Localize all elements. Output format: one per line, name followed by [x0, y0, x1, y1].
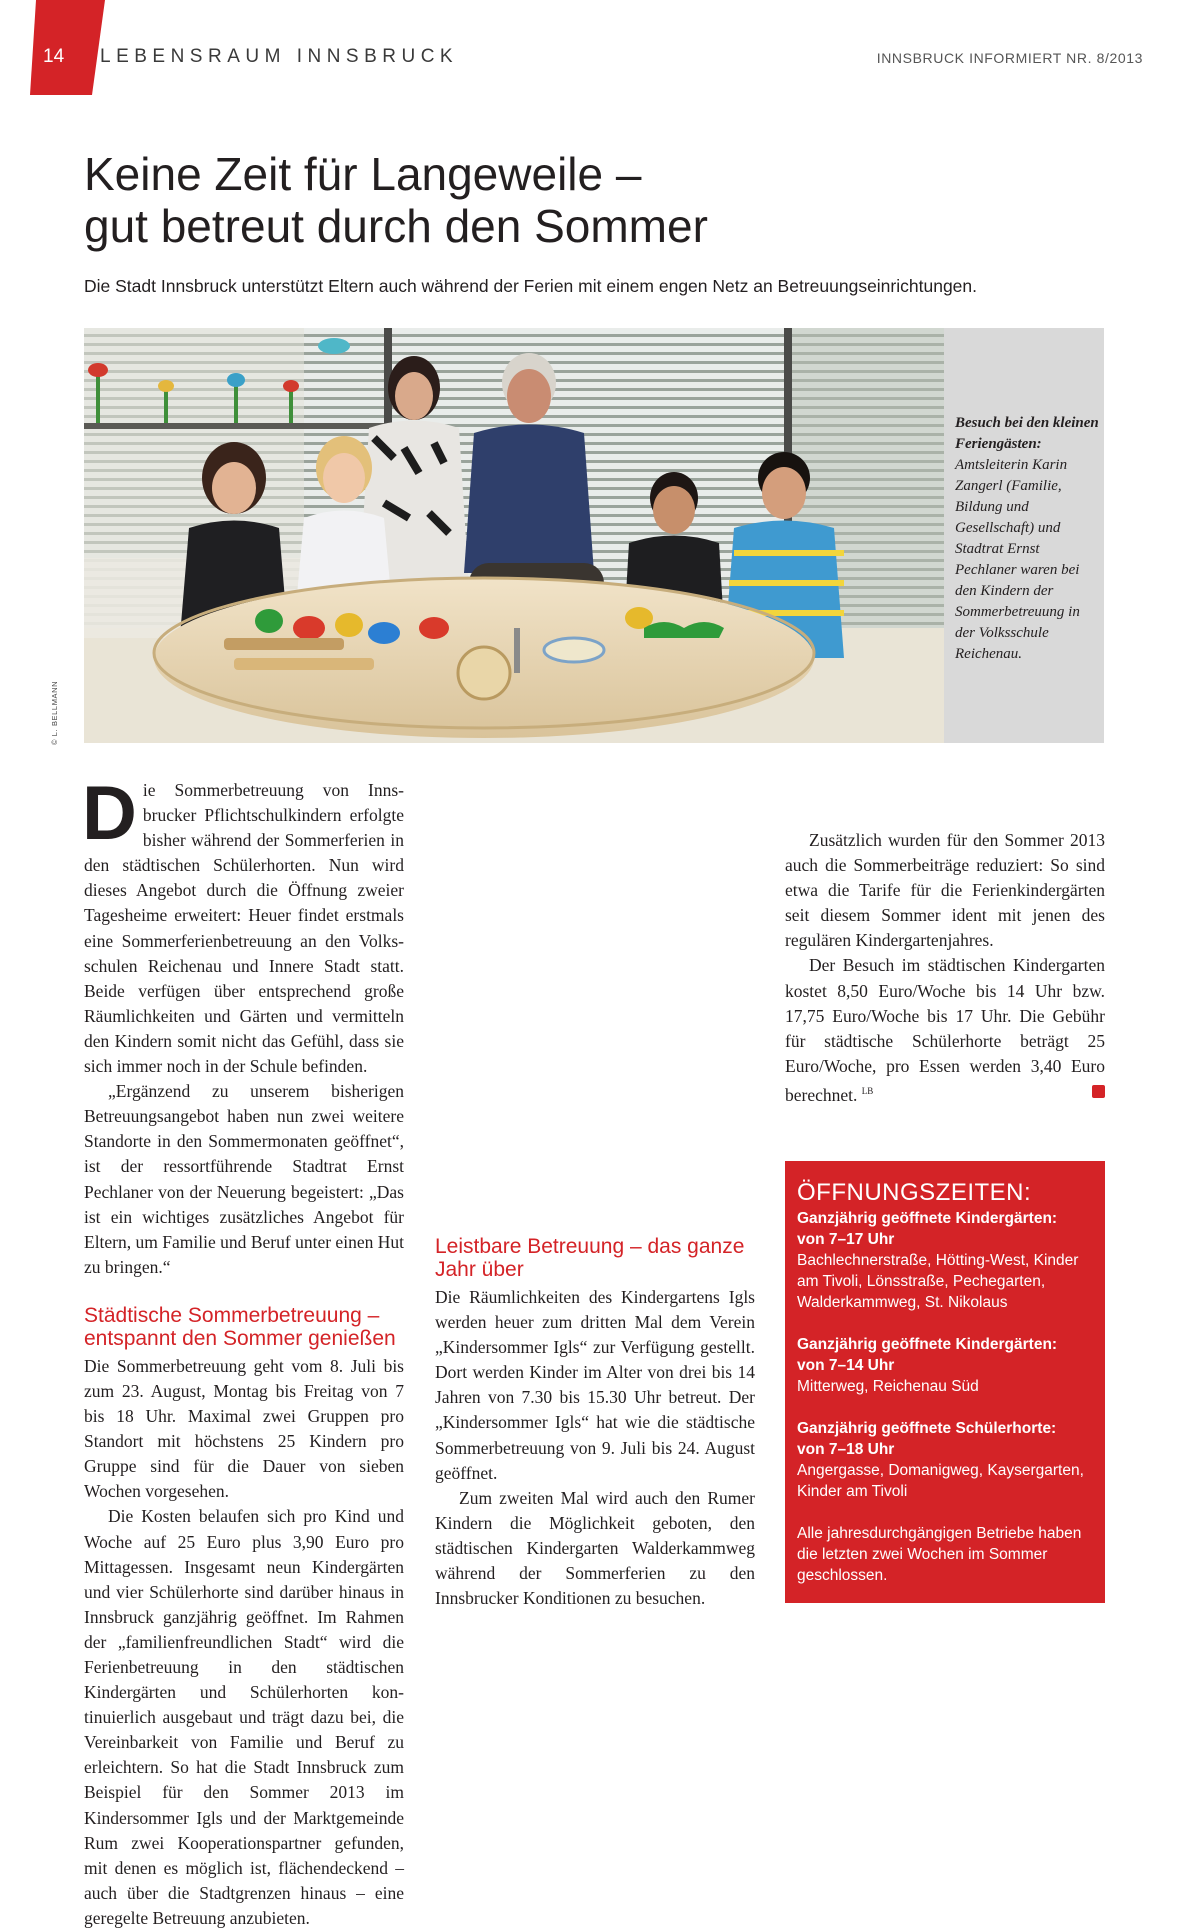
article-column-2: [435, 778, 755, 1611]
caption-lead: Besuch bei den kleinen Feriengästen:: [955, 415, 1099, 452]
drop-cap: D: [82, 771, 137, 856]
page-number: 14: [43, 46, 65, 67]
paragraph-2: „Ergänzend zu unserem bisherigen Betreuungsangebot haben nun zwei weitere Standorte in den Sommermonaten geöffnet“, ist der ressortführende Stadtrat Ernst Pechlaner von der Neuerung begeistert: „Das ist ein wichtiges zusätzliches Angebot für Eltern, um Familie und Beruf unter einen Hut zu bringen.“: [84, 1081, 404, 1277]
paragraph-6: Zum zweiten Mal wird auch den Rumer Kindern die Möglichkeit geboten, den städtischen Kindergarten Walderkammweg während der Sommerferien zu den Innsbrucker Konditionen zu besuchen.: [435, 1487, 755, 1609]
paragraph-3: Die Sommerbetreuung geht vom 8. Juli bis zum 23. August, Montag bis Freitag von 7 bis 18 Uhr. Maximal zwei Gruppen pro Standort mit höchstens 25 Kindern pro Gruppe sind für die Dauer von sieben Wochen vorgesehen.: [84, 1355, 404, 1502]
group-locations: Mitterweg, Reichenau Süd: [797, 1378, 979, 1395]
group-hours: von 7–18 Uhr: [797, 1441, 895, 1458]
group-heading: Ganzjährig geöffnete Kindergärten:: [797, 1336, 1058, 1353]
paragraph-4: Die Kosten belaufen sich pro Kind und Woche auf 25 Euro plus 3,90 Euro pro Mittagessen. Insgesamt neun Kindergärten und vier Schülerhorte sind darüber hinaus in Innsbruck ganzjährig geöffnet. Im Rahmen der „familienfreundlichen Stadt“ wird die Ferienbetreuung in den städtischen Kindergärten und Schülerhorten kontinuierlich ausgebaut und trägt dazu bei, die Vereinbarkeit von Familie und Beruf zu erleichtern. So hat die Stadt Innsbruck zum Beispiel für den Sommer 2013 im Kindersommer Igls und der Marktgemeinde Rum zwei Kooperationspartner gefunden, mit denen es möglich ist, flächendeckend – auch über die Stadtgrenzen hinaus – eine geregelte Betreuung anzubieten.: [84, 1506, 404, 1928]
group-locations: Bachlechnerstraße, Hötting-West, Kinder am Tivoli, Lönsstraße, Pechegarten, Walderkammweg, St. Nikolaus: [797, 1252, 1079, 1311]
end-of-article-mark: [1092, 1085, 1105, 1098]
group-heading: Ganzjährig geöffnete Kindergärten:: [797, 1210, 1058, 1227]
opening-hours-title: ÖFFNUNGSZEITEN:: [797, 1179, 1032, 1206]
opening-hours-group: [797, 1418, 1095, 1502]
article-photo: [84, 328, 944, 743]
section-title: LEBENSRAUM INNSBRUCK: [100, 46, 459, 67]
closure-note: Alle jahresdurchgängigen Betriebe haben die letzten zwei Wochen im Sommer geschlossen.: [797, 1525, 1082, 1584]
subheading-2: Leistbare Betreuung – das ganze Jahr über: [435, 1235, 745, 1281]
paragraph-5: Die Räumlichkeiten des Kindergartens Igls werden heuer zum dritten Mal dem Verein „Kindersommer Igls“ zur Verfügung gestellt. Dort werden Kinder im Alter von drei bis 14 Jahren von 7.30 bis 15.30 Uhr betreut. Der „Kindersommer Igls“ hat wie die städtische Sommerbetreuung von 9. Juli bis 24. August geöffnet.: [435, 1287, 755, 1483]
author-initials: LB: [861, 1085, 874, 1096]
headline-line-1: Keine Zeit für Langeweile –: [84, 148, 642, 200]
issue-label: INNSBRUCK INFORMIERT NR. 8/2013: [876, 50, 1143, 66]
opening-hours-group: [797, 1334, 1095, 1397]
headline-line-2: gut betreut durch den Sommer: [84, 200, 708, 252]
group-hours: von 7–14 Uhr: [797, 1357, 895, 1374]
article-column-3: [785, 778, 1105, 1108]
group-hours: von 7–17 Uhr: [797, 1231, 895, 1248]
opening-hours-group: [797, 1208, 1095, 1313]
article-column-1: [82, 771, 404, 1931]
paragraph-8: Der Besuch im städtischen Kindergarten kostet 8,50 Euro/Woche bis 14 Uhr bzw. 17,75 Euro/Woche bis 17 Uhr. Die Gebühr für städtische Schülerhorte beträgt 25 Euro/Woche, pro Essen werden 3,40 Euro berechnet.: [785, 955, 1105, 1105]
page-title: [84, 148, 1084, 252]
subheading-1: Städtische Sommerbetreuung – entspannt den Sommer genießen: [84, 1303, 396, 1350]
photo-caption-box: [944, 328, 1104, 743]
photo-credit: © L. BELLMANN: [50, 680, 59, 745]
group-locations: Angergasse, Domanigweg, Kaysergarten, Kinder am Tivoli: [797, 1462, 1084, 1500]
paragraph-7: Zusätzlich wurden für den Sommer 2013 auch die Sommerbeiträge reduziert: So sind etwa die Tarife für die Ferienkindergärten seit diesem Sommer ident mit jenen des regulären Kindergartenjahres.: [785, 830, 1105, 951]
group-heading: Ganzjährig geöffnete Schülerhorte:: [797, 1420, 1057, 1437]
paragraph-1: ie Sommerbetreuung von Innsbrucker Pflichtschulkindern erfolgte bisher während der Sommerferien in den städtischen Schülerhorten. Nun wird dieses Angebot durch die Öffnung zweier Tagesheime erweitert: Heuer findet erstmals eine Sommerferienbetreuung an den Volksschulen Reichenau und Innere Stadt statt. Beide verfügen über entsprechend große Räumlichkeiten und Gärten und vermitteln den Kindern somit nicht das Gefühl, dass sie sich immer noch in der Schule befinden.: [84, 780, 404, 1077]
caption-text: Amtsleiterin Karin Zangerl (Familie, Bildung und Gesellschaft) und Stadtrat Ernst Pechlaner waren bei den Kindern der Sommerbetreuung in der Volksschule Reichenau.: [955, 457, 1080, 662]
opening-hours-box: [785, 1161, 1105, 1603]
lead-text: Die Stadt Innsbruck unterstützt Eltern auch während der Ferien mit einem engen Netz an Betreuungseinrichtungen.: [84, 276, 978, 296]
photo-caption: [955, 413, 1100, 665]
